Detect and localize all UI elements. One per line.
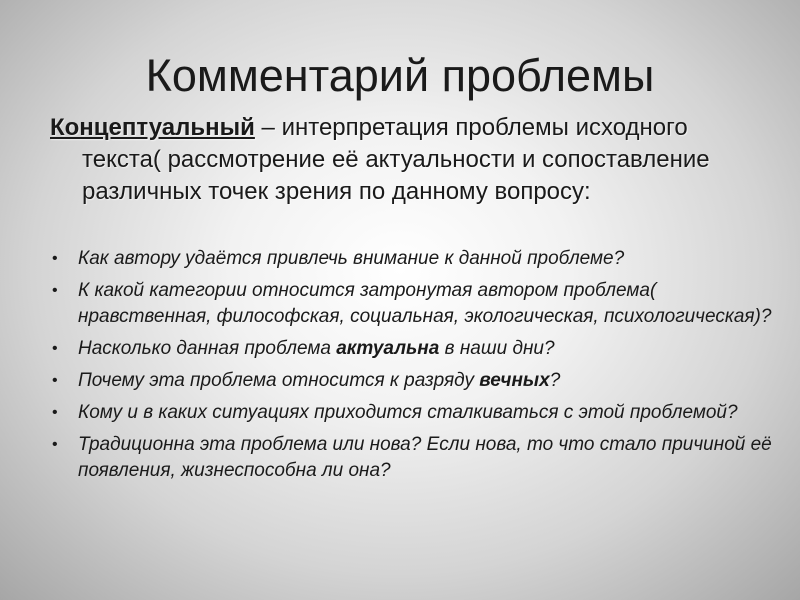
question-item	[50, 246, 780, 272]
bullet-icon: •	[52, 372, 58, 389]
question-item	[50, 368, 780, 394]
question-text-end: в наши дни?	[439, 338, 555, 359]
bullet-icon: •	[52, 282, 58, 299]
question-text: Почему эта проблема относится к разряду	[78, 370, 480, 391]
intro-continuation: текста( рассмотрение её актуальности и сопоставление различных точек зрения по данному вопросу:	[82, 146, 710, 205]
question-item	[50, 278, 780, 330]
slide-title: Комментарий проблемы	[145, 50, 655, 101]
bullet-icon: •	[52, 404, 58, 421]
bullet-icon: •	[52, 250, 58, 267]
intro-first-line	[50, 112, 770, 144]
question-text: Как автору удаётся привлечь внимание к данной проблеме?	[78, 248, 625, 269]
question-emphasis: вечных	[479, 370, 550, 391]
question-text: К какой категории относится затронутая автором проблема( нравственная, философская, социальная, экологическая, психологическая)?	[78, 280, 772, 327]
question-item	[50, 432, 780, 484]
question-text: Кому и в каких ситуациях приходится сталкиваться с этой проблемой?	[78, 402, 738, 423]
question-text-end: ?	[549, 370, 561, 391]
question-text: Насколько данная проблема	[78, 338, 337, 359]
question-item	[50, 336, 780, 362]
intro-paragraph	[50, 112, 770, 208]
intro-lead-term: Концептуальный	[50, 114, 255, 141]
intro-definition: – интерпретация проблемы исходного	[254, 114, 688, 141]
bullet-icon: •	[52, 340, 58, 357]
question-list	[50, 246, 780, 490]
question-text: Традиционна эта проблема или нова? Если нова, то что стало причиной её появления, жизнеспособна ли она?	[78, 434, 772, 481]
bullet-icon: •	[52, 436, 58, 453]
question-item	[50, 400, 780, 426]
question-emphasis: актуальна	[336, 338, 440, 359]
